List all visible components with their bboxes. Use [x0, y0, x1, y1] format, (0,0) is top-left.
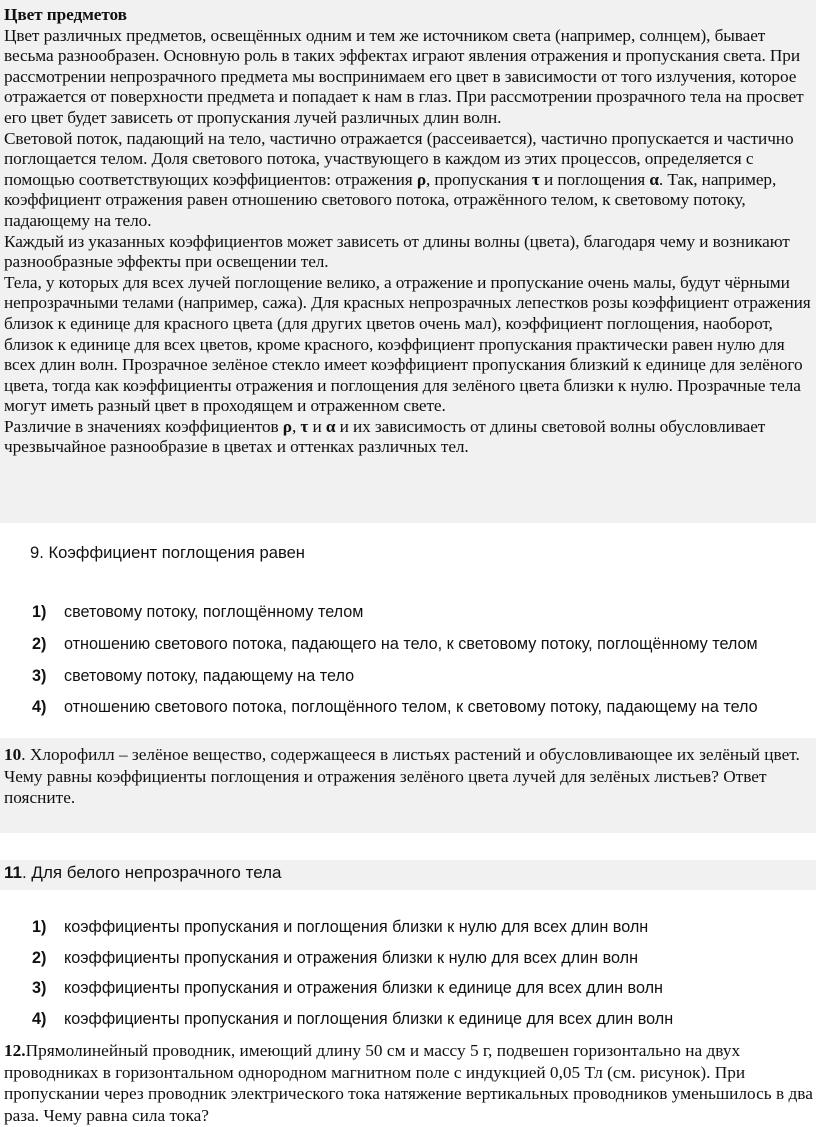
option-text: световому потоку, падающему на тело [64, 667, 355, 685]
question-9-text: 9. Коэффициент поглощения равен [30, 543, 305, 562]
p2-text-b: , пропускания [425, 169, 532, 189]
q11-option-2[interactable] [32, 949, 638, 968]
article-paragraph-5 [4, 417, 816, 458]
option-text: коэффициенты пропускания и поглощения близки к единице для всех длин волн [64, 1010, 674, 1028]
article-paragraph-2 [4, 129, 816, 232]
p5-text-b: и их зависимость от длины световой волны обусловливает чрезвычайное разнообразие в цветах и оттенках различных тел. [4, 416, 766, 457]
question-12-body: Прямолинейный проводник, имеющий длину 50 см и массу 5 г, подвешен горизонтально на двух проводниках в горизонтальном однородном магнитном поле с индукцией 0,05 Тл (см. рисунок). При пропускании через проводник электрического тока натяжение вертикальных проводников уменьшилось в два раза. Чему равна сила тока? [4, 1041, 813, 1125]
article-paragraph-4: Тела, у которых для всех лучей поглощение велико, а отражение и пропускание очень малы, будут чёрными непрозрачными телами (например, сажа). Для красных непрозрачных лепестков розы коэффициент отражения близок к единице для красного цвета (для других цветов очень мал), коэффициент поглощения, наоборот, близок к единице для всех цветов, кроме красного, коэффициент пропускания практически равен нулю для всех длин волн. Прозрачное зелёное стекло имеет коэффициент пропускания близкий к единице для зелёного цвета, тогда как коэффициенты отражения и поглощения для зелёного цвета близки к нулю. Прозрачные тела могут иметь разный цвет в проходящем и отраженном свете. [4, 272, 811, 416]
option-number: 1) [32, 603, 47, 621]
p5-text-a: Различие в значениях коэффициентов [4, 416, 283, 436]
tau-symbol: τ [531, 169, 540, 189]
question-10-text [0, 738, 816, 809]
q9-option-1[interactable] [32, 603, 363, 622]
option-number: 2) [32, 635, 47, 653]
rho-symbol: ρ [416, 169, 426, 189]
option-text: коэффициенты пропускания и поглощения близки к нулю для всех длин волн [64, 918, 649, 936]
p2-text-c: и поглощения [539, 169, 650, 189]
q11-option-1[interactable] [32, 918, 648, 937]
q9-option-3[interactable] [32, 667, 354, 686]
question-11-number: 11 [4, 863, 22, 882]
option-text: отношению светового потока, падающего на тело, к световому потоку, поглощённому телом [64, 635, 758, 653]
article-paragraph-1: Цвет различных предметов, освещённых одним и тем же источником света (например, солнцем), бывает весьма разнообразен. Основную роль в таких эффектах играют явления отражения и пропускания света. При рассмотрении непрозрачного предмета мы воспринимаем его цвет в зависимости от того излучения, которое отражается от поверхности предмета и попадает к нам в глаз. При рассмотрении прозрачного тела на просвет его цвет будет зависеть от пропускания лучей различных длин волн. [4, 25, 804, 127]
question-11-body: . Для белого непрозрачного тела [21, 863, 282, 882]
option-text: коэффициенты пропускания и отражения близки к единице для всех длин волн [64, 979, 663, 997]
p5-sep-2: и [308, 416, 326, 436]
option-number: 3) [32, 667, 47, 685]
option-text: коэффициенты пропускания и отражения близки к нулю для всех длин волн [64, 949, 639, 967]
question-10-block [0, 738, 816, 833]
q11-option-4[interactable] [32, 1010, 673, 1029]
option-number: 4) [32, 698, 47, 716]
option-number: 3) [32, 979, 47, 997]
option-number: 4) [32, 1010, 47, 1028]
article-title: Цвет предметов [4, 5, 127, 24]
p2-text-a: Световой поток, падающий на тело, частично отражается (рассеивается), частично пропускается и частично поглощается телом. Доля светового потока, участвующего в каждом из этих процессов, определяется с помощью соответствующих коэффициентов: отражения [4, 128, 794, 189]
alpha-symbol: α [649, 169, 659, 189]
rho-symbol: ρ [282, 416, 292, 436]
p5-sep-1: , [291, 416, 301, 436]
option-text: световому потоку, поглощённому телом [64, 603, 364, 621]
question-12-number: 12. [4, 1041, 26, 1060]
q9-option-2[interactable] [32, 635, 758, 654]
question-12-block [0, 1040, 816, 1126]
question-10-body: . Хлорофилл – зелёное вещество, содержащееся в листьях растений и обусловливающее их зелёный цвет. Чему равны коэффициенты поглощения и отражения зелёного цвета лучей для зелёных листьев? Ответ поясните. [4, 745, 800, 807]
q11-option-3[interactable] [32, 979, 663, 998]
question-11-block [0, 860, 816, 890]
alpha-symbol: α [325, 416, 336, 436]
option-number: 1) [32, 918, 47, 936]
option-number: 2) [32, 949, 47, 967]
option-text: отношению светового потока, поглощённого телом, к световому потоку, падающему на тело [64, 698, 758, 716]
tau-symbol: τ [300, 416, 309, 436]
q9-option-4[interactable] [32, 698, 758, 717]
article-section [0, 0, 816, 523]
article-paragraph-3: Каждый из указанных коэффициентов может зависеть от длины волны (цвета), благодаря чему и возникают разнообразные эффекты при освещении тел. [4, 231, 790, 272]
question-10-number: 10 [4, 745, 22, 764]
p2-text-d: . Так, например, коэффициент отражения равен отношению светового потока, отражённого телом, к световому потоку, падающему на тело. [4, 169, 777, 230]
question-11-text [0, 860, 816, 883]
